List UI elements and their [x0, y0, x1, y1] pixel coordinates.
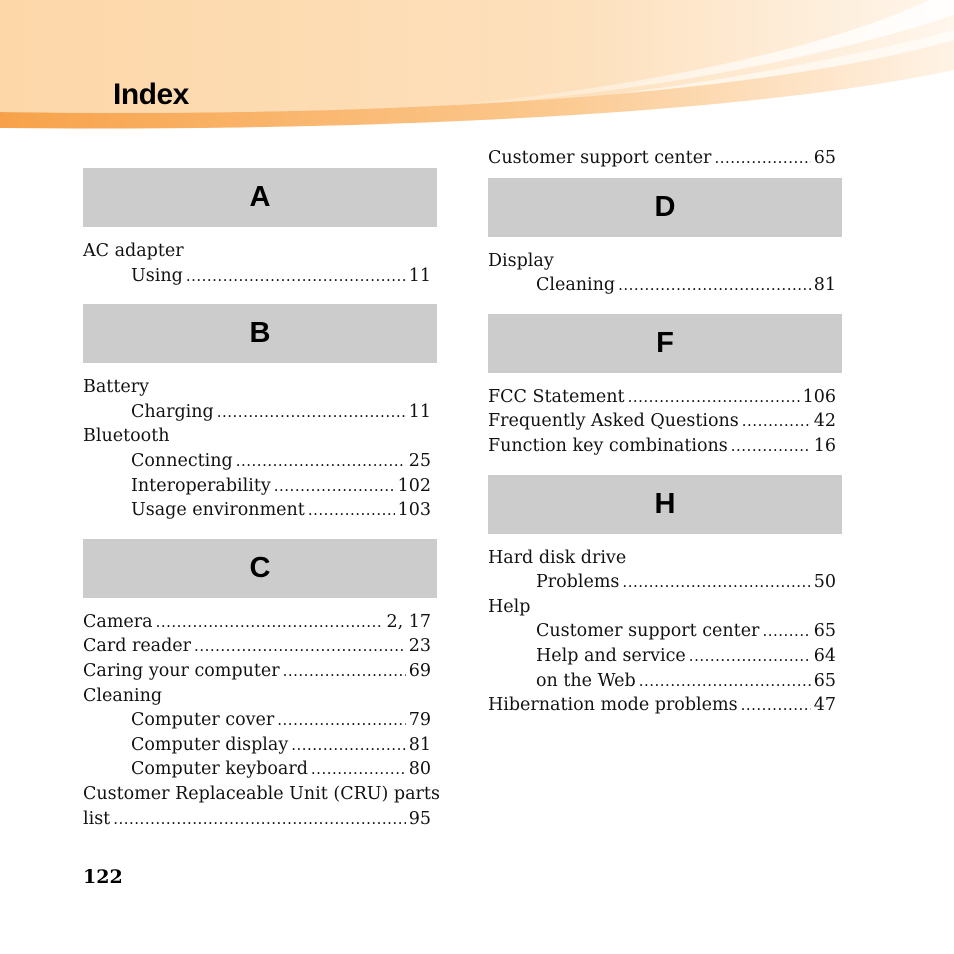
- index-entry: [488, 546, 842, 571]
- index-entry-list: [83, 227, 437, 304]
- index-page-ref: 80: [408, 759, 431, 780]
- leader-dots: [628, 385, 800, 410]
- leader-dots: [762, 619, 810, 644]
- index-page-ref: 69: [408, 660, 431, 681]
- index-entry: [83, 239, 437, 264]
- index-page-ref: 65: [813, 148, 836, 168]
- index-entry: [488, 595, 842, 620]
- index-entry-list: [83, 363, 437, 539]
- index-page-ref: 11: [408, 265, 431, 286]
- index-page-ref: 25: [408, 450, 431, 471]
- index-term: Interoperability: [131, 475, 271, 496]
- index-entry: [83, 634, 437, 659]
- index-entry: [488, 619, 842, 644]
- index-page-ref: 2, 17: [386, 611, 431, 632]
- index-term: Using: [131, 265, 183, 286]
- index-entry: [488, 570, 842, 595]
- index-term: Hard disk drive: [488, 547, 627, 568]
- index-entry: [488, 146, 842, 171]
- index-term: Customer support center: [488, 148, 712, 168]
- section-letter-heading: H: [488, 475, 842, 534]
- section-letter-heading: F: [488, 314, 842, 373]
- index-section-b: [83, 304, 437, 539]
- index-term: Computer cover: [131, 710, 275, 731]
- index-page-ref: 16: [813, 435, 836, 456]
- index-term: Computer display: [131, 734, 289, 755]
- index-entry: [488, 273, 842, 298]
- index-term: Bluetooth: [83, 426, 170, 447]
- index-page-ref: 95: [408, 808, 431, 829]
- index-sections-right: [488, 178, 842, 734]
- leader-dots: [741, 693, 811, 718]
- index-entry-list: [488, 237, 842, 314]
- leader-dots: [308, 498, 395, 523]
- index-entry: [488, 693, 842, 718]
- leader-dots: [217, 400, 406, 425]
- index-page-ref: 79: [408, 710, 431, 731]
- leader-dots: [291, 733, 406, 758]
- index-entry-list: [83, 598, 440, 847]
- index-entry-list: [488, 373, 842, 475]
- leader-dots: [622, 570, 810, 595]
- index-term: list: [83, 808, 111, 829]
- leader-dots: [731, 434, 811, 459]
- index-page-ref: 47: [813, 695, 836, 716]
- index-page-ref: 65: [813, 670, 836, 691]
- index-entry: [83, 424, 437, 449]
- index-entry: [83, 782, 440, 807]
- header-swoosh-graphic: [0, 0, 954, 140]
- index-entry: [83, 449, 437, 474]
- index-term: Battery: [83, 377, 149, 398]
- index-entry: [83, 659, 437, 684]
- leader-dots: [742, 409, 811, 434]
- index-term: Problems: [536, 572, 620, 593]
- leader-dots: [156, 610, 384, 635]
- index-section-d: [488, 178, 842, 314]
- index-page-ref: 50: [813, 572, 836, 593]
- index-term: Customer Replaceable Unit (CRU) parts: [83, 783, 440, 804]
- index-page-ref: 64: [813, 645, 836, 666]
- index-column-right: [488, 146, 842, 734]
- index-entry: [83, 684, 437, 709]
- index-term: on the Web: [536, 670, 636, 691]
- index-column-left: [83, 168, 440, 847]
- index-page-ref: 103: [397, 500, 431, 521]
- section-letter-heading: D: [488, 178, 842, 237]
- index-entry: [83, 610, 437, 635]
- index-section-c: [83, 539, 440, 847]
- index-entry: [488, 249, 842, 274]
- section-letter-heading: A: [83, 168, 437, 227]
- index-term: Frequently Asked Questions: [488, 411, 739, 432]
- index-entry: [83, 807, 437, 832]
- index-section-h: [488, 475, 842, 734]
- index-entry: [83, 375, 437, 400]
- index-page-ref: 11: [408, 401, 431, 422]
- index-term: Cleaning: [536, 275, 616, 296]
- index-sections-left: [83, 168, 440, 847]
- index-entry: [488, 385, 842, 410]
- page-title: Index: [113, 78, 189, 111]
- index-page-ref: 65: [813, 621, 836, 642]
- page-number: 122: [83, 866, 123, 888]
- index-section-f: [488, 314, 842, 475]
- index-entry: [488, 644, 842, 669]
- index-term: Customer support center: [536, 621, 760, 642]
- index-section-a: [83, 168, 437, 304]
- leader-dots: [714, 146, 810, 171]
- index-term: Camera: [83, 611, 153, 632]
- index-term: Charging: [131, 401, 214, 422]
- leader-dots: [618, 273, 811, 298]
- section-letter-heading: C: [83, 539, 437, 598]
- index-term: Display: [488, 250, 554, 271]
- index-term: FCC Statement: [488, 386, 625, 407]
- index-page-ref: 81: [408, 734, 431, 755]
- index-page-ref: 106: [802, 386, 836, 407]
- leader-dots: [236, 449, 406, 474]
- leader-dots: [311, 757, 406, 782]
- leader-dots: [113, 807, 406, 832]
- section-letter-heading: B: [83, 304, 437, 363]
- leader-dots: [194, 634, 406, 659]
- index-page-ref: 23: [408, 636, 431, 657]
- leader-dots: [639, 669, 811, 694]
- index-page-ref: 102: [397, 475, 431, 496]
- index-entry: [488, 669, 842, 694]
- index-term: AC adapter: [83, 241, 184, 261]
- index-term: Hibernation mode problems: [488, 695, 738, 716]
- index-page-ref: 81: [813, 275, 836, 296]
- index-term: Card reader: [83, 636, 192, 657]
- leader-dots: [186, 264, 406, 289]
- index-entry: [83, 757, 437, 782]
- index-entry: [83, 498, 437, 523]
- index-term: Caring your computer: [83, 660, 280, 681]
- leader-dots: [283, 659, 406, 684]
- leader-dots: [277, 708, 405, 733]
- index-entry: [83, 474, 437, 499]
- index-term: Usage environment: [131, 500, 305, 521]
- index-entry: [83, 400, 437, 425]
- index-entry-list: [488, 534, 842, 734]
- index-term: Help: [488, 596, 531, 617]
- index-entry: [488, 434, 842, 459]
- index-term: Function key combinations: [488, 435, 728, 456]
- index-entry: [83, 264, 437, 289]
- index-term: Connecting: [131, 450, 233, 471]
- leader-dots: [689, 644, 811, 669]
- index-term: Help and service: [536, 645, 686, 666]
- leader-dots: [274, 474, 395, 499]
- index-entry: [83, 733, 437, 758]
- index-entry: [488, 409, 842, 434]
- index-term: Cleaning: [83, 685, 163, 706]
- index-entry: [83, 708, 437, 733]
- index-page-ref: 42: [813, 411, 836, 432]
- index-term: Computer keyboard: [131, 759, 308, 780]
